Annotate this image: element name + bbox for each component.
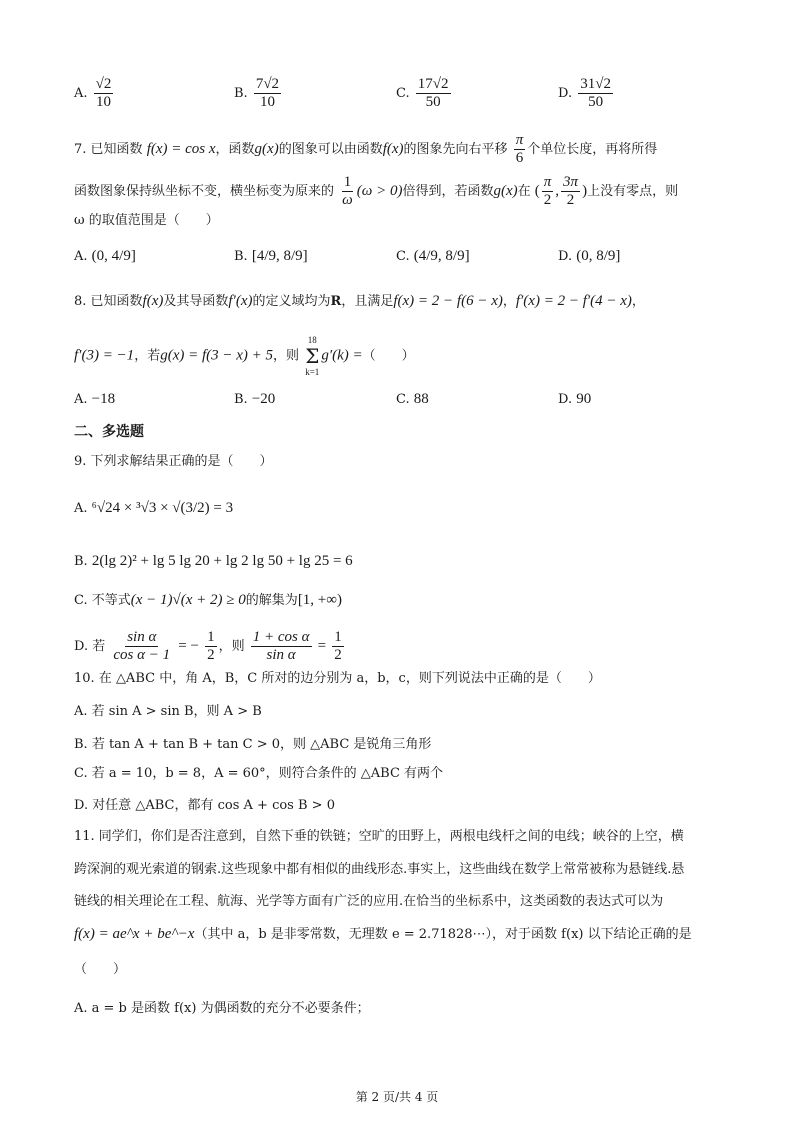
q10-stem: 10. 在 △ABC 中，角 A，B，C 所对的边分别为 a，b，c，则下列说法中正确的是（ ） bbox=[74, 671, 601, 686]
page-footer: 第 2 页/共 4 页 bbox=[355, 1090, 439, 1104]
q6-option-a-value: $\frac{√2}{10}$ bbox=[95, 76, 112, 110]
q8-option-b: B. −20 bbox=[234, 391, 276, 407]
q11-line-3: 链线的相关理论在工程、航海、光学等方面有广泛的应用.在恰当的坐标系中，这类函数的表达式可以为 bbox=[74, 894, 664, 909]
q7-line-2: 函数图象保持纵坐标不变，横坐标变为原来的 $\frac{1}{\omega}$ (ω > 0)倍得到，若函数g(x)在 ( $\frac{\pi}{2}$ , $\frac{3\pi}{2}$ )上没有零点，则 bbox=[74, 174, 679, 208]
q8-option-a: A. −18 bbox=[74, 391, 116, 407]
q7-option-a: A. (0, 4/9] bbox=[74, 248, 136, 264]
q9-stem: 9. 下列求解结果正确的是（ ） bbox=[74, 454, 273, 469]
q11-line-2: 跨深涧的观光索道的钢索.这些现象中都有相似的曲线形态.事实上，这些曲线在数学上常常被称为悬链线.悬 bbox=[74, 862, 685, 877]
q9-option-d: D. 若 $\frac{\text{sin α}}{\text{cos α − 1}}$ = − $\frac{1}{2}$ ，则 $\frac{\text{1 + cos α}}{\text{sin α}}$ = $\frac{1}{2}$ bbox=[74, 629, 342, 663]
q10-option-c: C. 若 a = 10，b = 8，A = 60°，则符合条件的 △ABC 有两个 bbox=[74, 766, 444, 781]
q6-option-d-value: $\frac{31√2}{50}$ bbox=[580, 76, 611, 110]
q7-line-1: 7. 已知函数 f(x) = cos x，函数g(x)的图象可以由函数f(x)的图象先向右平移 $\frac{\pi}{6}$ 个单位长度，再将所得 bbox=[74, 132, 658, 166]
q10-option-b: B. 若 tan A + tan B + tan C > 0，则 △ABC 是锐角三角形 bbox=[74, 737, 432, 752]
q6-option-b-value: $\frac{7√2}{10}$ bbox=[255, 76, 280, 110]
q8-option-d: D. 90 bbox=[558, 391, 592, 407]
q8-summation: 18 Σ k=1 bbox=[305, 335, 320, 377]
q8-line-1: 8. 已知函数f(x)及其导函数f′(x)的定义域均为R，且满足f(x) = 2 − f(6 − x)，f′(x) = 2 − f′(4 − x)， bbox=[74, 293, 645, 309]
q6-option-a: A. $\frac{√2}{10}$ bbox=[74, 76, 112, 110]
q11-line-4: f(x) = ae^x + be^−x（其中 a，b 是非零常数，无理数 e = 2.71828⋯），对于函数 f(x) 以下结论正确的是 bbox=[74, 926, 692, 942]
q10-option-a: A. 若 sin A > sin B，则 A > B bbox=[74, 704, 262, 719]
q7-line-3: ω 的取值范围是（ ） bbox=[74, 213, 219, 228]
q7-option-d: D. (0, 8/9] bbox=[558, 248, 621, 264]
q11-line-1: 11. 同学们，你们是否注意到，自然下垂的铁链；空旷的田野上，两根电线杆之间的电线；峡谷的上空，横 bbox=[74, 829, 684, 844]
q7-option-b: B. [4/9, 8/9] bbox=[234, 248, 308, 264]
q7-option-c: C. (4/9, 8/9] bbox=[396, 248, 470, 264]
q8-line-2: f′(3) = −1，若g(x) = f(3 − x) + 5，则 18 Σ k=1 g′(k) =（ ） bbox=[74, 335, 415, 377]
q11-line-5: （ ） bbox=[74, 962, 127, 977]
q9-option-a: A. ⁶√24 × ³√3 × √(3/2) = 3 bbox=[74, 500, 234, 516]
q6-option-c: C. $\frac{17√2}{50}$ bbox=[396, 76, 449, 110]
q6-option-d: D. $\frac{31√2}{50}$ bbox=[558, 76, 611, 110]
q11-option-a: A. a = b 是函数 f(x) 为偶函数的充分不必要条件； bbox=[74, 1001, 370, 1016]
q10-option-d: D. 对任意 △ABC，都有 cos A + cos B > 0 bbox=[74, 798, 335, 813]
q6-option-b: B. $\frac{7√2}{10}$ bbox=[234, 76, 280, 110]
q9-option-b: B. 2(lg 2)² + lg 5 lg 20 + lg 2 lg 50 + lg 25 = 6 bbox=[74, 553, 353, 569]
q8-option-c: C. 88 bbox=[396, 391, 429, 407]
section-heading-multiple-choice: 二、多选题 bbox=[74, 424, 144, 440]
q6-option-c-value: $\frac{17√2}{50}$ bbox=[417, 76, 449, 110]
q9-option-c: C. 不等式(x − 1)√(x + 2) ≥ 0的解集为[1, +∞) bbox=[74, 592, 342, 608]
